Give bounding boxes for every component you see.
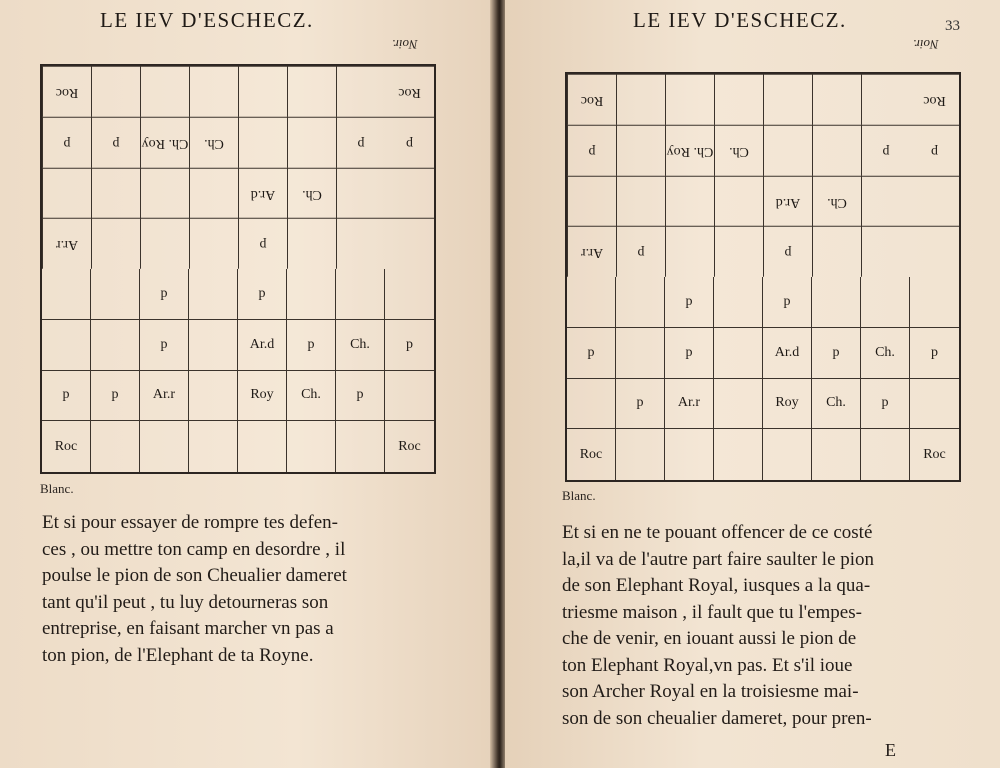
- board-square: p: [336, 371, 385, 422]
- board-square: [140, 168, 189, 219]
- board-square: [910, 277, 959, 328]
- board-square: [861, 74, 910, 125]
- noir-label: Noir.: [913, 37, 939, 52]
- board-square: Ch. Roy: [665, 125, 714, 176]
- board-square: Ch.: [861, 328, 910, 379]
- board-square: p: [812, 328, 861, 379]
- board-square: [567, 277, 616, 328]
- board-square: Roc: [910, 74, 959, 125]
- board-square: [91, 421, 140, 472]
- chessboard: [40, 64, 436, 474]
- board-square: [714, 176, 763, 227]
- board-square: [714, 277, 763, 328]
- board-square: [763, 429, 812, 480]
- board-square: [861, 226, 910, 277]
- board-square: [91, 320, 140, 371]
- board-square: [42, 269, 91, 320]
- board-square: p: [616, 226, 665, 277]
- chessboard: [565, 72, 961, 482]
- board-square: p: [763, 277, 812, 328]
- board-square: [812, 226, 861, 277]
- text-line: tant qu'il peut , tu luy detourneras son: [42, 591, 329, 613]
- board-square: [714, 328, 763, 379]
- board-square: p: [140, 269, 189, 320]
- board-square: [665, 176, 714, 227]
- board-square: [616, 429, 665, 480]
- text-line: entreprise, en faisant marcher vn pas a: [42, 618, 334, 639]
- board-square: [287, 117, 336, 168]
- board-square: [665, 429, 714, 480]
- board-square: [238, 66, 287, 117]
- board-square: Ar.r: [42, 218, 91, 269]
- board-square: [287, 269, 336, 320]
- board-square: [714, 226, 763, 277]
- board-square: p: [616, 379, 665, 430]
- board-square: p: [287, 320, 336, 371]
- text-line: ton pion, de l'Elephant de ta Royne.: [42, 644, 314, 666]
- board-square: p: [140, 320, 189, 371]
- board-square: [91, 66, 140, 117]
- board-square: [238, 117, 287, 168]
- body-text: [42, 510, 440, 669]
- board-square: [91, 168, 140, 219]
- board-square: [812, 125, 861, 176]
- board-square: [861, 176, 910, 227]
- text-line: Et si pour essayer de rompre tes defen-: [42, 512, 338, 533]
- text-line: ton Elephant Royal,vn pas. Et s'il ioue: [562, 654, 853, 676]
- board-square: Ch.: [812, 379, 861, 430]
- board-square: Roc: [923, 446, 946, 462]
- board-square: [861, 277, 910, 328]
- right-page: [505, 0, 1000, 768]
- board-square: [665, 74, 714, 125]
- blanc-label: Blanc.: [562, 488, 596, 503]
- board-square: Ar.d: [238, 320, 287, 371]
- board-square: [91, 218, 140, 269]
- board-square: [385, 269, 434, 320]
- text-line: poulse le pion de son Cheualier dameret: [42, 565, 347, 586]
- board-square: [336, 218, 385, 269]
- board-square: [665, 226, 714, 277]
- board-square: p: [665, 277, 714, 328]
- board-square: p: [665, 328, 714, 379]
- board-square: [189, 320, 238, 371]
- board-square: p: [42, 371, 91, 422]
- board-square: Ch.: [812, 176, 861, 227]
- board-square: Ar.r: [140, 371, 189, 422]
- board-square: p: [385, 117, 434, 168]
- board-square: [336, 269, 385, 320]
- board-square: [567, 176, 616, 227]
- board-square: [385, 168, 434, 219]
- board-square: Roc: [42, 66, 91, 117]
- board-square: [336, 421, 385, 472]
- board-square: [42, 320, 91, 371]
- board-square: p: [238, 218, 287, 269]
- board-square: [910, 226, 959, 277]
- board-square: [140, 421, 189, 472]
- text-line: che de venir, en iouant aussi le pion de: [562, 628, 857, 649]
- board-square: Roy: [763, 379, 812, 430]
- board-square: Ar.r: [665, 379, 714, 430]
- board-square: Ch.: [287, 168, 336, 219]
- noir-label: Noir.: [392, 37, 418, 52]
- board-square: Ar.d: [238, 168, 287, 219]
- left-page: [0, 0, 495, 768]
- board-square: [189, 371, 238, 422]
- board-square: [336, 66, 385, 117]
- board-square: p: [910, 328, 959, 379]
- board-square: p: [91, 371, 140, 422]
- board-square: [616, 74, 665, 125]
- board-square: [189, 421, 238, 472]
- board-square: p: [238, 269, 287, 320]
- board-square: p: [861, 379, 910, 430]
- board-square: [812, 74, 861, 125]
- board-square: [385, 218, 434, 269]
- board-square: [385, 371, 434, 422]
- board-square: p: [336, 117, 385, 168]
- board-square: [287, 421, 336, 472]
- board-square: Roc: [398, 438, 421, 454]
- text-line: de son Elephant Royal, iusques a la qua-: [562, 575, 871, 596]
- board-square: p: [42, 117, 91, 168]
- board-square: p: [567, 328, 616, 379]
- text-line: triesme maison , il fault que tu l'empes-: [562, 601, 862, 623]
- board-square: [189, 269, 238, 320]
- board-square: [812, 429, 861, 480]
- body-text: [562, 520, 958, 732]
- board-square: [189, 218, 238, 269]
- running-head: LE IEV D'ESCHECZ.: [633, 8, 847, 32]
- board-square: p: [861, 125, 910, 176]
- board-square: [336, 168, 385, 219]
- board-square: [714, 379, 763, 430]
- board-square: [287, 66, 336, 117]
- board-square: [763, 125, 812, 176]
- board-square: [763, 74, 812, 125]
- board-square: Roc: [42, 421, 91, 472]
- board-square: p: [91, 117, 140, 168]
- board-square: p: [385, 320, 434, 371]
- board-square: Roy: [238, 371, 287, 422]
- board-square: [189, 66, 238, 117]
- board-square: Ar.d: [763, 176, 812, 227]
- blanc-label: Blanc.: [40, 481, 74, 496]
- page-number: 33: [945, 18, 960, 34]
- board-square: [238, 421, 287, 472]
- board-square: Ch.: [714, 125, 763, 176]
- board-square: [812, 277, 861, 328]
- board-square: [140, 218, 189, 269]
- board-square: Ch.: [336, 320, 385, 371]
- text-line: son de son cheualier dameret, pour pren-: [562, 707, 872, 729]
- running-head: LE IEV D'ESCHECZ.: [100, 8, 314, 32]
- text-line: ces , ou mettre ton camp en desordre , il: [42, 538, 346, 560]
- board-square: Ar.r: [567, 226, 616, 277]
- board-square: Ch. Roy: [140, 117, 189, 168]
- board-square: [189, 168, 238, 219]
- board-square: p: [763, 226, 812, 277]
- board-square: [567, 379, 616, 430]
- text-line: Et si en ne te pouant offencer de ce costé: [562, 522, 873, 543]
- board-square: Ar.d: [763, 328, 812, 379]
- board-square: p: [910, 125, 959, 176]
- board-square: Roc: [567, 74, 616, 125]
- board-square: [616, 277, 665, 328]
- board-square: [140, 66, 189, 117]
- board-square: Ch.: [189, 117, 238, 168]
- board-square: [616, 328, 665, 379]
- board-square: [861, 429, 910, 480]
- board-square: [910, 379, 959, 430]
- board-square: [910, 176, 959, 227]
- board-square: p: [567, 125, 616, 176]
- board-square: [616, 125, 665, 176]
- board-square: [42, 168, 91, 219]
- text-line: son Archer Royal en la troisiesme mai-: [562, 681, 859, 702]
- text-line: la,il va de l'autre part faire saulter le pion: [562, 548, 875, 570]
- board-square: [91, 269, 140, 320]
- board-square: [616, 176, 665, 227]
- board-square: Roc: [567, 429, 616, 480]
- board-square: Roc: [385, 66, 434, 117]
- board-square: [287, 218, 336, 269]
- board-square: Ch.: [287, 371, 336, 422]
- catchword: E: [885, 740, 896, 760]
- board-square: [714, 429, 763, 480]
- board-square: [714, 74, 763, 125]
